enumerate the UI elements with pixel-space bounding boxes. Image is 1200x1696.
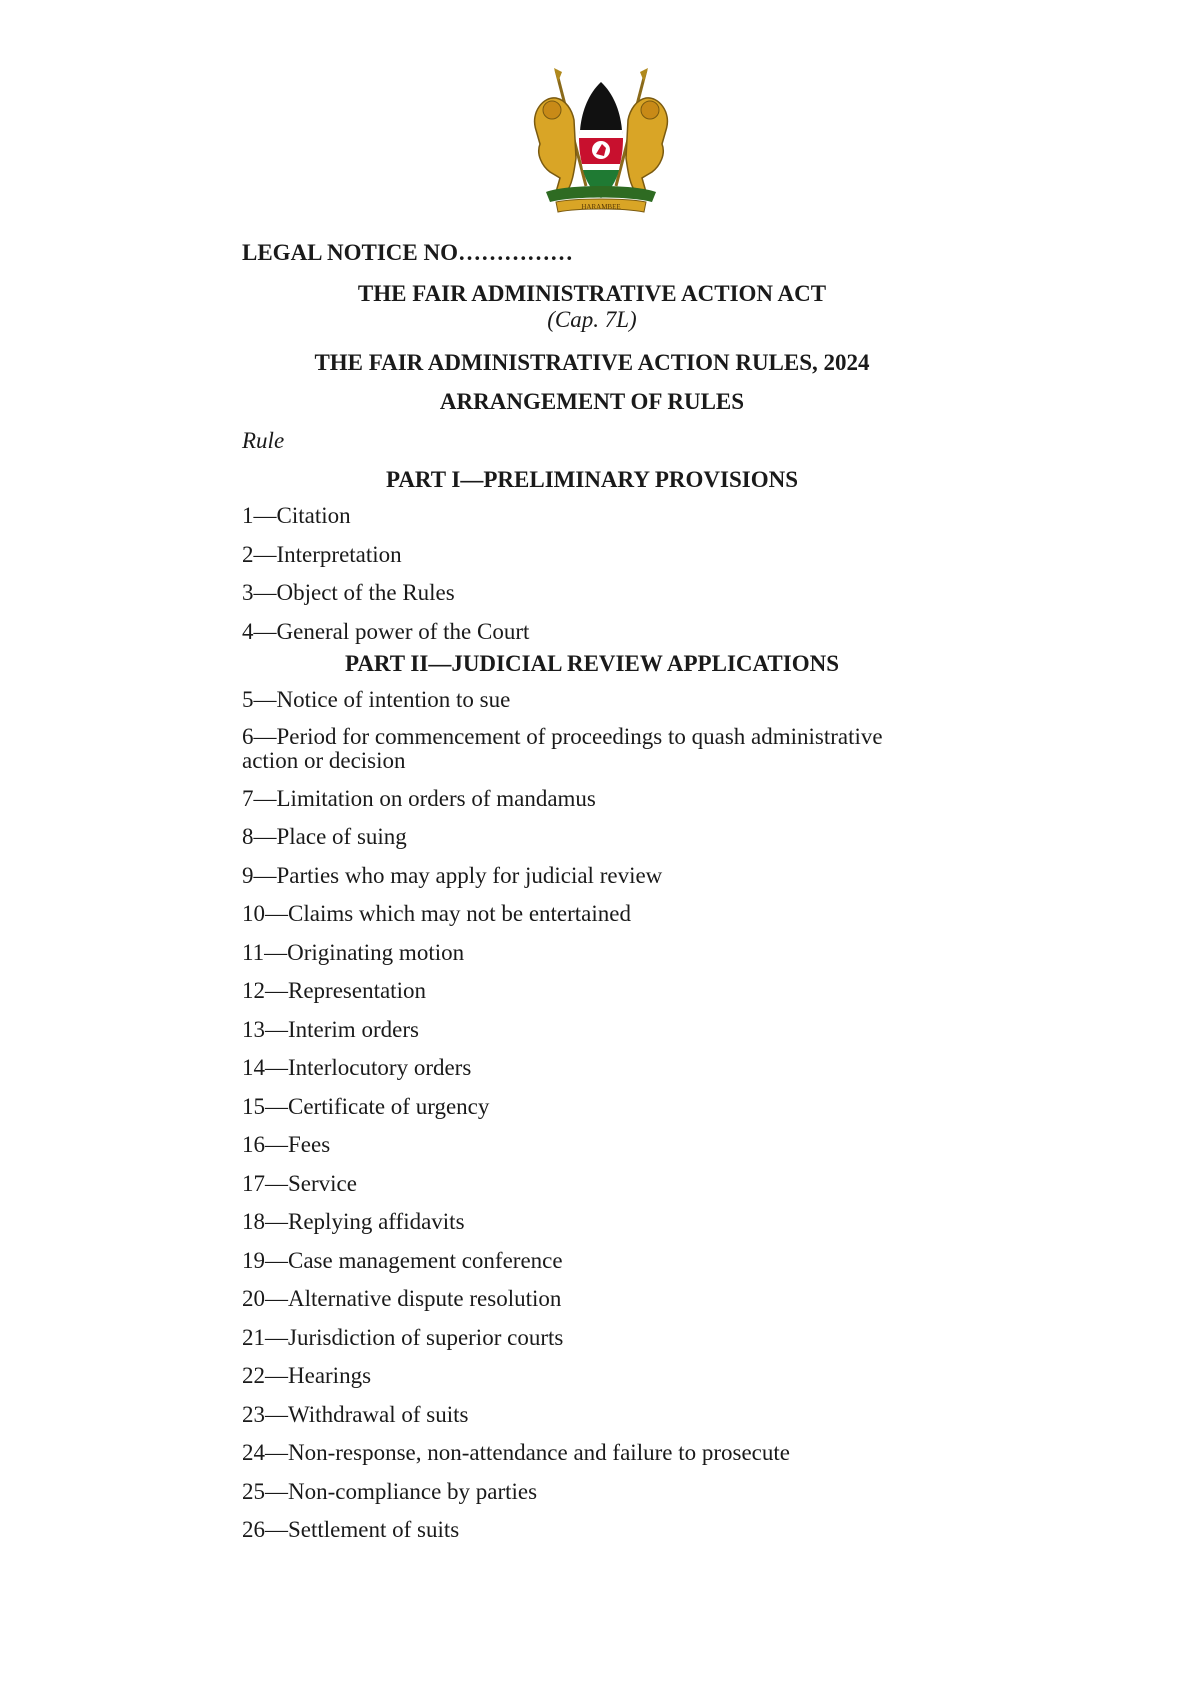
rule-item: 17—Service bbox=[242, 1170, 357, 1196]
rule-item: 25—Non-compliance by parties bbox=[242, 1478, 538, 1504]
rule-item: 1—Citation bbox=[242, 503, 351, 528]
rule-item: 8—Place of suing bbox=[242, 824, 407, 849]
act-chapter: (Cap. 7L) bbox=[547, 307, 637, 332]
legal-notice-number: LEGAL NOTICE NO…………… bbox=[242, 240, 573, 265]
rule-item: 16—Fees bbox=[242, 1132, 331, 1157]
rule-item: 20—Alternative dispute resolution bbox=[242, 1286, 562, 1311]
rule-item: 6—Period for commencement of proceedings to quash administrative action or decision bbox=[242, 724, 883, 773]
rule-item: 24—Non-response, non-attendance and failure to prosecute bbox=[242, 1440, 790, 1465]
act-title: THE FAIR ADMINISTRATIVE ACTION ACT bbox=[357, 281, 827, 306]
rule-item: 26—Settlement of suits bbox=[242, 1517, 460, 1542]
rule-item: 11—Originating motion bbox=[242, 939, 465, 965]
rule-item: 21—Jurisdiction of superior courts bbox=[242, 1324, 564, 1350]
rule-item: 22—Hearings bbox=[242, 1363, 372, 1388]
rule-item: 13—Interim orders bbox=[242, 1016, 419, 1042]
coat-of-arms-emblem bbox=[526, 68, 676, 218]
rule-item: 5—Notice of intention to sue bbox=[242, 686, 511, 712]
rule-item: 9—Parties who may apply for judicial review bbox=[242, 862, 663, 888]
rule-item: 12—Representation bbox=[242, 978, 426, 1003]
part-1-rule-list bbox=[242, 503, 942, 645]
rule-item: 18—Replying affidavits bbox=[242, 1209, 465, 1234]
rule-item: 2—Interpretation bbox=[242, 541, 402, 567]
rule-item: 15—Certificate of urgency bbox=[242, 1093, 490, 1119]
part-heading: PART II—JUDICIAL REVIEW APPLICATIONS bbox=[344, 650, 839, 676]
rule-item: 10—Claims which may not be entertained bbox=[242, 901, 631, 926]
rule-item: 4—General power of the Court bbox=[242, 618, 530, 644]
arrangement-heading: ARRANGEMENT OF RULES bbox=[439, 389, 745, 414]
rule-item: 3—Object of the Rules bbox=[242, 580, 455, 605]
rule-column-label: Rule bbox=[242, 428, 285, 453]
part-heading: PART I—PRELIMINARY PROVISIONS bbox=[385, 467, 798, 492]
rules-title: THE FAIR ADMINISTRATIVE ACTION RULES, 2024 bbox=[314, 350, 870, 375]
rule-item: 19—Case management conference bbox=[242, 1247, 563, 1273]
rule-item: 14—Interlocutory orders bbox=[242, 1055, 472, 1080]
part-2-rule-list bbox=[242, 687, 942, 1544]
emblem-motto: HARAMBEE bbox=[581, 203, 621, 211]
rule-item: 23—Withdrawal of suits bbox=[242, 1401, 469, 1427]
document-content bbox=[242, 238, 942, 1556]
rule-item: 7—Limitation on orders of mandamus bbox=[242, 785, 596, 811]
